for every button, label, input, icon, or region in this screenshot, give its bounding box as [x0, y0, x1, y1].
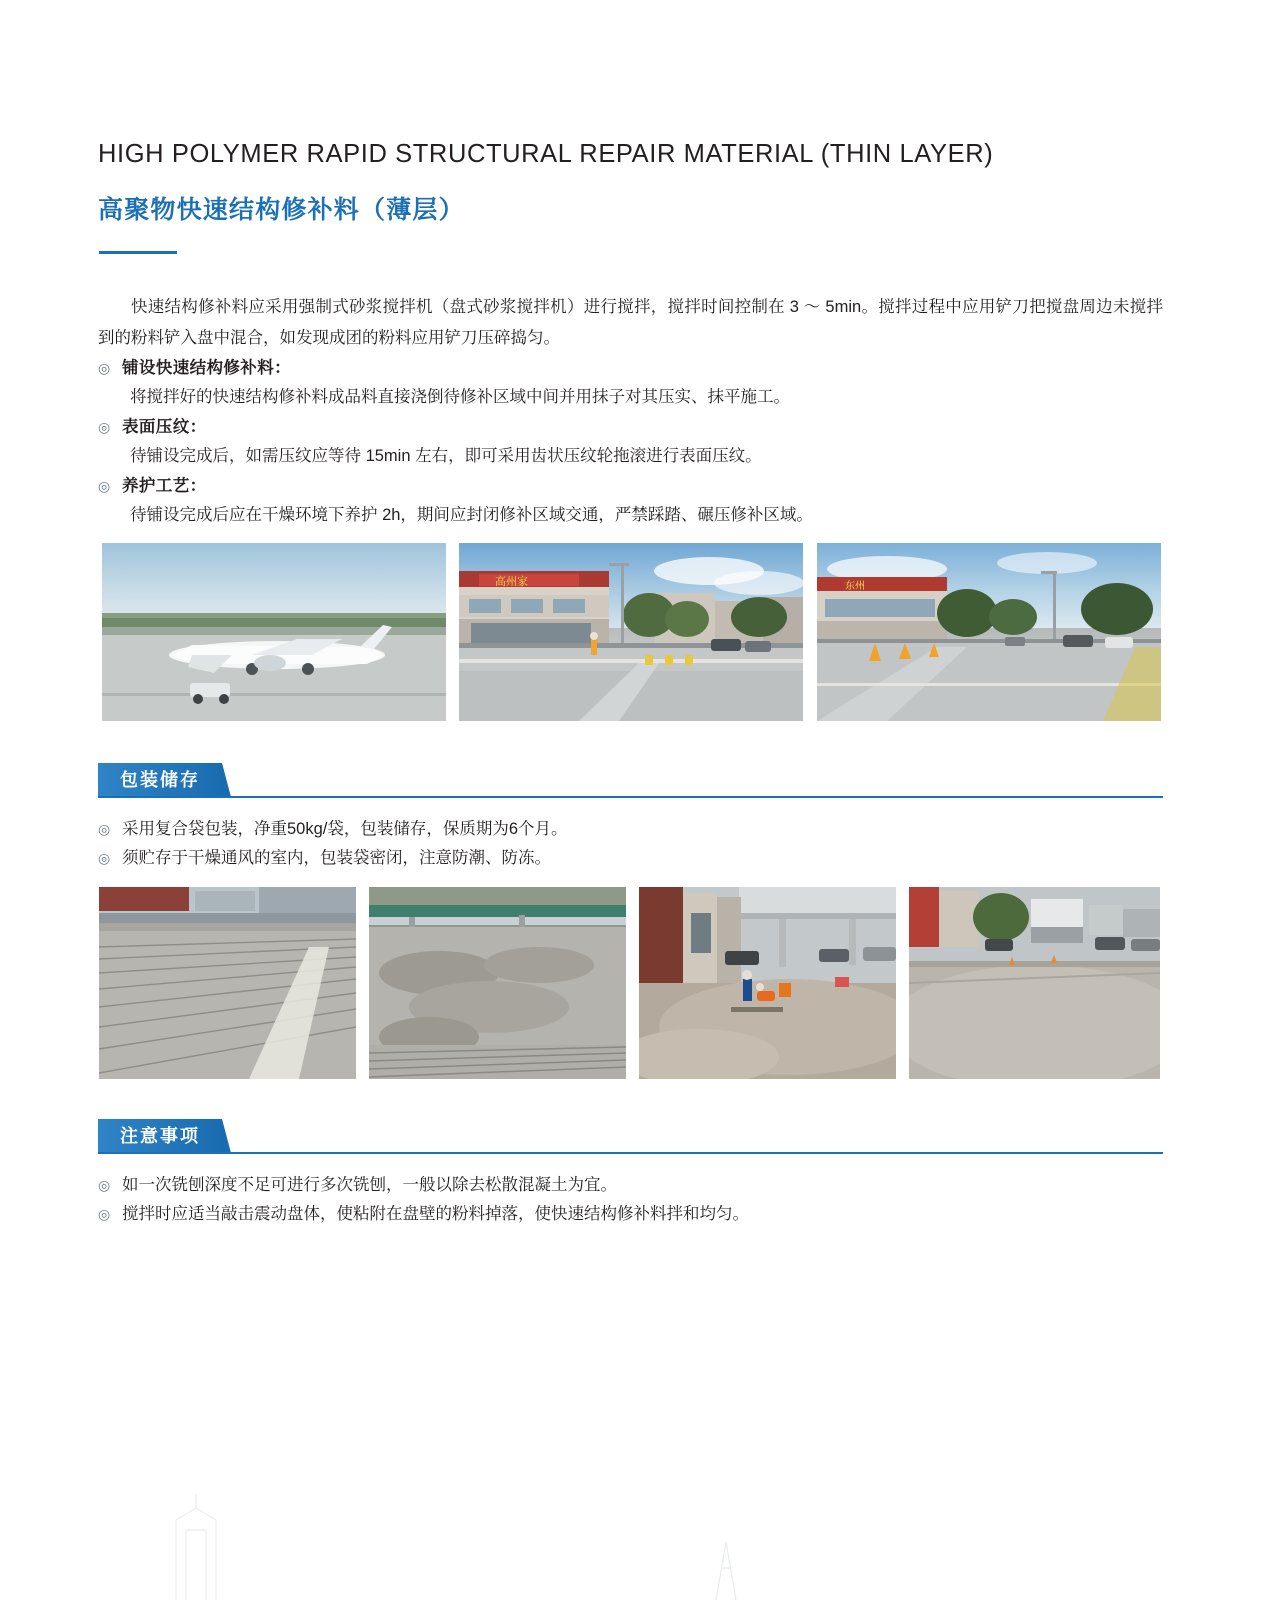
step-detail-1: 将搅拌好的快速结构修补料成品料直接浇倒待修补区域中间并用抹子对其压实、抹平施工。: [130, 388, 790, 406]
svg-text:高州家: 高州家: [495, 575, 528, 588]
section-notes: [98, 1119, 1163, 1153]
note-item-1: [98, 1170, 1163, 1200]
note-item-2: [98, 1199, 1163, 1229]
step-detail-2: 待铺设完成后，如需压纹应等待 15min 左右，即可采用齿状压纹轮拖滚进行表面压纹。: [130, 447, 762, 465]
photo-finished-surface: [909, 887, 1160, 1079]
svg-text:东州: 东州: [845, 581, 865, 592]
step-heading-label-1: 铺设快速结构修补料：: [122, 359, 291, 377]
packaging-item-text-1: 采用复合袋包装，净重50kg/袋，包装储存，保质期为6个月。: [122, 820, 568, 838]
bullet-icon: ◎: [98, 1206, 111, 1222]
note-item-text-1: 如一次铣刨深度不足可进行多次铣刨，一般以除去松散混凝土为宜。: [122, 1176, 617, 1194]
section-underline: [98, 1152, 1163, 1154]
step-detail-3: 待铺设完成后应在干燥环境下养护 2h，期间应封闭修补区域交通，严禁踩踏、碾压修补区域。: [130, 506, 813, 524]
bullet-icon: ◎: [98, 478, 111, 494]
footer-watermark: [0, 1490, 1287, 1600]
note-item-text-2: 搅拌时应适当敲击震动盘体，使粘附在盘壁的粉料掉落，使快速结构修补料拌和均匀。: [122, 1205, 749, 1223]
section-title-notes: 注意事项: [98, 1119, 222, 1153]
bullet-icon: ◎: [98, 360, 111, 376]
bullet-icon: ◎: [98, 850, 111, 866]
bullet-icon: ◎: [98, 821, 111, 837]
section-title-packaging: 包装储存: [98, 763, 222, 797]
step-heading-label-3: 养护工艺：: [122, 477, 207, 495]
step-heading-label-2: 表面压纹：: [122, 418, 207, 436]
page-title-chinese: 高聚物快速结构修补料（薄层）: [98, 196, 465, 224]
bullet-icon: ◎: [98, 419, 111, 435]
page-title-english: HIGH POLYMER RAPID STRUCTURAL REPAIR MATERIAL (THIN LAYER): [98, 140, 994, 168]
intro-paragraph: 快速结构修补料应采用强制式砂浆搅拌机（盘式砂浆搅拌机）进行搅拌，搅拌时间控制在 3 ～ 5min。搅拌过程中应用铲刀把搅盘周边未搅拌到的粉料铲入盘中混合，如发现成团的粉料应用铲刀压碎捣匀。: [98, 298, 1163, 347]
bullet-icon: ◎: [98, 1177, 111, 1193]
photo-grooved-pavement: [99, 887, 356, 1079]
packaging-item-text-2: 须贮存于干燥通风的室内，包装袋密闭，注意防潮、防冻。: [122, 849, 551, 867]
photo-damaged-pavement: [369, 887, 626, 1079]
photo-gas-station-repair: [639, 887, 896, 1079]
